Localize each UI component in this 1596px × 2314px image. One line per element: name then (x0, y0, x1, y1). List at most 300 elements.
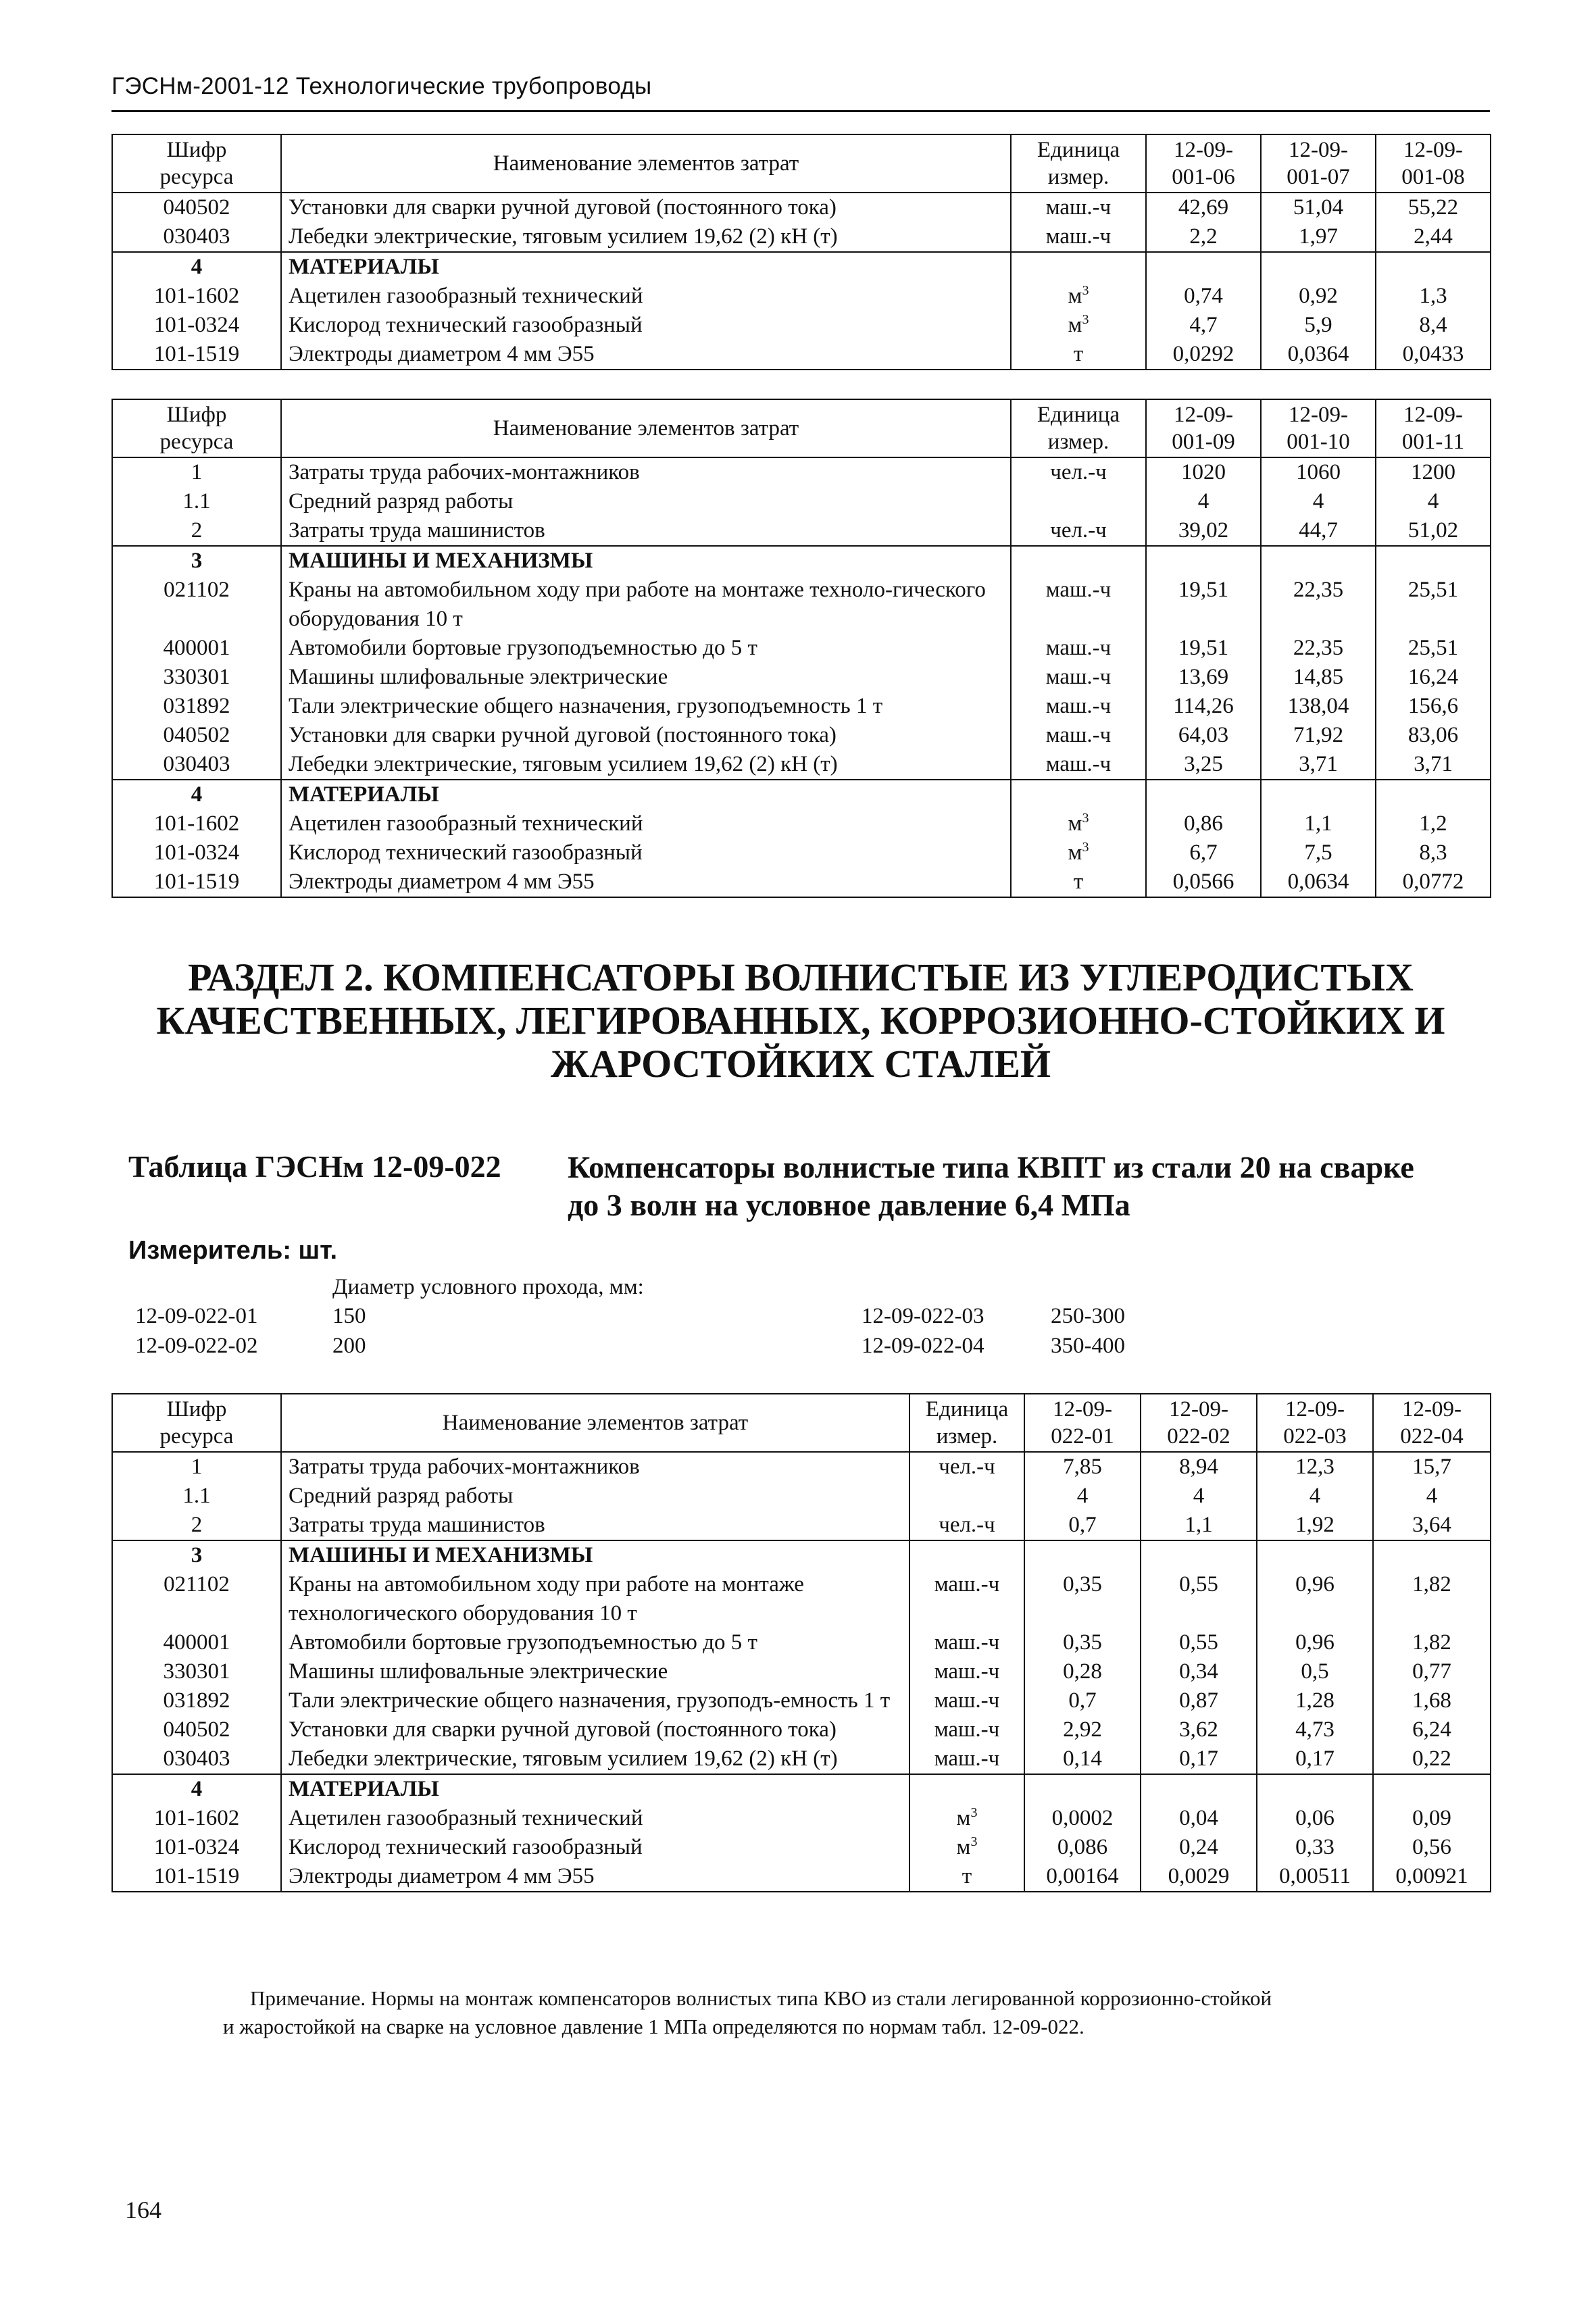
cell-value (1146, 780, 1261, 809)
cell-unit (909, 1862, 1024, 1892)
cell-unit (909, 1511, 1024, 1540)
cell-value (1257, 1774, 1373, 1804)
cell-unit (1011, 634, 1146, 663)
table-row (112, 692, 1491, 721)
cell-value: 44,7 (1261, 516, 1376, 546)
cell-name: Автомобили бортовые грузоподъемностью до 5 т (281, 1628, 909, 1657)
cell-value: 3,25 (1146, 750, 1261, 780)
cell-unit (1011, 780, 1146, 809)
cell-value: 39,02 (1146, 516, 1261, 546)
header-col-1: 12-09- 022-01 (1024, 1394, 1141, 1452)
cell-value: 0,96 (1257, 1570, 1373, 1628)
cell-value: 1,3 (1376, 282, 1491, 311)
unit-text: м (1068, 313, 1082, 337)
cell-value: 1,82 (1373, 1570, 1491, 1628)
table-row (112, 1452, 1491, 1482)
cell-value: 0,00511 (1257, 1862, 1373, 1892)
header-col-3: 12-09- 001-08 (1376, 134, 1491, 193)
cell-code: 330301 (112, 1657, 281, 1686)
section-row (112, 1774, 1491, 1804)
cell-name: Установки для сварки ручной дуговой (постоянного тока) (281, 1715, 909, 1744)
cell-value: 0,28 (1024, 1657, 1141, 1686)
table-row (112, 1833, 1491, 1862)
cell-value: 0,74 (1146, 282, 1261, 311)
cell-value: 3,71 (1376, 750, 1491, 780)
cell-value: 0,0634 (1261, 867, 1376, 897)
cell-unit (909, 1452, 1024, 1482)
cell-name: Лебедки электрические, тяговым усилием 19,62 (2) кН (т) (281, 750, 1011, 780)
unit-text: м (1068, 840, 1082, 865)
cell-value: 1020 (1146, 457, 1261, 487)
cell-unit (1011, 193, 1146, 222)
cell-code: 1.1 (112, 1482, 281, 1511)
norms-table-001-06-08 (111, 134, 1491, 370)
cell-value: 16,24 (1376, 663, 1491, 692)
cell-code: 1 (112, 1452, 281, 1482)
unit-text: маш.-ч (1045, 578, 1112, 602)
cell-value: 1060 (1261, 457, 1376, 487)
diameter-code: 12-09-022-04 (862, 1334, 984, 1358)
cell-value (1261, 780, 1376, 809)
cell-code: 101-1602 (112, 809, 281, 838)
cell-value: 7,5 (1261, 838, 1376, 867)
cell-unit (1011, 576, 1146, 634)
header-col-2: 12-09- 022-02 (1141, 1394, 1257, 1452)
cell-value: 0,00164 (1024, 1862, 1141, 1892)
table-row (112, 1657, 1491, 1686)
cell-value (1257, 1540, 1373, 1570)
cell-unit (1011, 457, 1146, 487)
header-col-1: 12-09- 001-06 (1146, 134, 1261, 193)
cell-code: 101-1519 (112, 340, 281, 370)
cell-code: 3 (112, 1540, 281, 1570)
unit-text: м (1068, 284, 1082, 308)
cell-code: 400001 (112, 1628, 281, 1657)
header-col-3: 12-09- 001-11 (1376, 399, 1491, 457)
header-name: Наименование элементов затрат (281, 399, 1011, 457)
section-row (112, 546, 1491, 576)
header-code: Шифр ресурса (112, 399, 281, 457)
table-caption-text: Компенсаторы волнистые типа КВПТ из стали 20 на сварке до 3 волн на условное давление 6,4 МПа (568, 1150, 1414, 1222)
cell-name: МАТЕРИАЛЫ (281, 252, 1011, 282)
diameter-value: 200 (332, 1334, 366, 1358)
cell-unit (1011, 867, 1146, 897)
cell-unit (909, 1774, 1024, 1804)
cell-value: 0,06 (1257, 1804, 1373, 1833)
cell-value: 64,03 (1146, 721, 1261, 750)
cell-unit (1011, 721, 1146, 750)
cell-code: 021102 (112, 1570, 281, 1628)
cell-name: Краны на автомобильном ходу при работе на монтаже техноло-гического оборудования 10 т (281, 576, 1011, 634)
cell-code: 101-1519 (112, 867, 281, 897)
cell-name: МАШИНЫ И МЕХАНИЗМЫ (281, 1540, 909, 1570)
cell-value: 0,35 (1024, 1570, 1141, 1628)
cell-value: 0,00921 (1373, 1862, 1491, 1892)
header-col-2: 12-09- 001-07 (1261, 134, 1376, 193)
header-col-1: 12-09- 001-09 (1146, 399, 1261, 457)
cell-code: 2 (112, 1511, 281, 1540)
cell-code: 101-0324 (112, 838, 281, 867)
unit-text: маш.-ч (934, 1746, 1000, 1771)
cell-name: Электроды диаметром 4 мм Э55 (281, 1862, 909, 1892)
header-unit: Единица измер. (1011, 399, 1146, 457)
cell-value: 8,3 (1376, 838, 1491, 867)
cell-name: Кислород технический газообразный (281, 1833, 909, 1862)
cell-name: Тали электрические общего назначения, грузоподъемность 1 т (281, 692, 1011, 721)
cell-name: Лебедки электрические, тяговым усилием 19,62 (2) кН (т) (281, 222, 1011, 252)
cell-value: 0,55 (1141, 1570, 1257, 1628)
cell-value (1146, 252, 1261, 282)
table-row (112, 193, 1491, 222)
table-row (112, 750, 1491, 780)
cell-value: 0,86 (1146, 809, 1261, 838)
cell-value: 25,51 (1376, 634, 1491, 663)
unit-superscript: 3 (970, 1834, 978, 1849)
cell-name: Машины шлифовальные электрические (281, 663, 1011, 692)
cell-unit (909, 1686, 1024, 1715)
cell-value: 1,68 (1373, 1686, 1491, 1715)
cell-value: 0,33 (1257, 1833, 1373, 1862)
cell-value: 0,24 (1141, 1833, 1257, 1862)
cell-value (1146, 546, 1261, 576)
cell-name: МАТЕРИАЛЫ (281, 780, 1011, 809)
table-row (112, 1570, 1491, 1628)
unit-text: т (1073, 870, 1084, 894)
diameter-value: 250-300 (1051, 1304, 1125, 1328)
cell-value: 42,69 (1146, 193, 1261, 222)
header-col-2: 12-09- 001-10 (1261, 399, 1376, 457)
cell-value: 4,7 (1146, 311, 1261, 340)
cell-code: 101-1602 (112, 282, 281, 311)
cell-unit (909, 1540, 1024, 1570)
table-row (112, 222, 1491, 252)
unit-text: маш.-ч (1045, 224, 1112, 249)
unit-superscript: 3 (1082, 811, 1089, 826)
cell-code: 031892 (112, 1686, 281, 1715)
cell-value: 0,17 (1257, 1744, 1373, 1774)
cell-value: 156,6 (1376, 692, 1491, 721)
cell-value: 2,44 (1376, 222, 1491, 252)
cell-name: Тали электрические общего назначения, грузоподъ-емность 1 т (281, 1686, 909, 1715)
diameter-code: 12-09-022-02 (135, 1334, 258, 1358)
cell-name: Кислород технический газообразный (281, 838, 1011, 867)
cell-value: 22,35 (1261, 576, 1376, 634)
cell-value: 19,51 (1146, 634, 1261, 663)
diameter-code: 12-09-022-03 (862, 1304, 984, 1328)
cell-value: 8,4 (1376, 311, 1491, 340)
table-row (112, 1628, 1491, 1657)
cell-value: 0,55 (1141, 1628, 1257, 1657)
diameter-value: 150 (332, 1304, 366, 1328)
cell-code: 101-0324 (112, 1833, 281, 1862)
cell-name: Ацетилен газообразный технический (281, 282, 1011, 311)
cell-unit (1011, 516, 1146, 546)
norms-table-022 (111, 1393, 1491, 1892)
cell-code: 101-1519 (112, 1862, 281, 1892)
table-row (112, 282, 1491, 311)
table-row (112, 1715, 1491, 1744)
cell-code: 4 (112, 780, 281, 809)
cell-value (1261, 252, 1376, 282)
cell-unit (909, 1744, 1024, 1774)
unit-text: маш.-ч (1045, 665, 1112, 689)
cell-unit (1011, 340, 1146, 370)
table-row (112, 1804, 1491, 1833)
section-row (112, 1540, 1491, 1570)
cell-name: Установки для сварки ручной дуговой (постоянного тока) (281, 193, 1011, 222)
cell-unit (1011, 838, 1146, 867)
cell-code: 040502 (112, 721, 281, 750)
cell-name: Затраты труда машинистов (281, 1511, 909, 1540)
section-row (112, 252, 1491, 282)
cell-code: 4 (112, 1774, 281, 1804)
cell-code: 021102 (112, 576, 281, 634)
cell-value: 0,14 (1024, 1744, 1141, 1774)
cell-unit (909, 1657, 1024, 1686)
cell-unit (909, 1715, 1024, 1744)
cell-value: 0,0433 (1376, 340, 1491, 370)
cell-value: 1,97 (1261, 222, 1376, 252)
unit-text: маш.-ч (934, 1717, 1000, 1742)
unit-text: чел.-ч (939, 1455, 995, 1479)
cell-name: Электроды диаметром 4 мм Э55 (281, 340, 1011, 370)
cell-value: 2,2 (1146, 222, 1261, 252)
cell-name: Машины шлифовальные электрические (281, 1657, 909, 1686)
cell-value: 55,22 (1376, 193, 1491, 222)
cell-value: 1200 (1376, 457, 1491, 487)
diameter-title: Диаметр условного прохода, мм: (332, 1275, 644, 1299)
table-row (112, 516, 1491, 546)
cell-code: 030403 (112, 750, 281, 780)
diameter-value: 350-400 (1051, 1334, 1125, 1358)
cell-value: 0,0364 (1261, 340, 1376, 370)
cell-value: 4 (1376, 487, 1491, 516)
unit-text: т (962, 1864, 972, 1888)
meter-label: Измеритель: шт. (128, 1236, 338, 1265)
cell-name: МАТЕРИАЛЫ (281, 1774, 909, 1804)
unit-text: маш.-ч (1045, 752, 1112, 776)
page-number: 164 (125, 2196, 161, 2223)
table-header-row (112, 134, 1491, 193)
table-caption-label: Таблица ГЭСНм 12-09-022 (128, 1149, 501, 1184)
cell-name: Лебедки электрические, тяговым усилием 19,62 (2) кН (т) (281, 1744, 909, 1774)
table-row (112, 1482, 1491, 1511)
cell-code: 101-0324 (112, 311, 281, 340)
cell-name: Затраты труда машинистов (281, 516, 1011, 546)
cell-value (1024, 1540, 1141, 1570)
header-rule (111, 110, 1490, 112)
cell-name: Средний разряд работы (281, 1482, 909, 1511)
cell-value: 0,086 (1024, 1833, 1141, 1862)
unit-text: маш.-ч (1045, 195, 1112, 220)
cell-value: 0,56 (1373, 1833, 1491, 1862)
cell-value: 6,7 (1146, 838, 1261, 867)
unit-superscript: 3 (1082, 840, 1089, 855)
unit-text: маш.-ч (934, 1572, 1000, 1596)
cell-value: 0,7 (1024, 1686, 1141, 1715)
cell-unit (1011, 546, 1146, 576)
cell-unit (1011, 809, 1146, 838)
table-row (112, 340, 1491, 370)
cell-value: 0,04 (1141, 1804, 1257, 1833)
cell-value: 0,0029 (1141, 1862, 1257, 1892)
cell-value: 22,35 (1261, 634, 1376, 663)
cell-unit (1011, 663, 1146, 692)
cell-value: 8,94 (1141, 1452, 1257, 1482)
table-row (112, 1744, 1491, 1774)
cell-value (1376, 546, 1491, 576)
table-header-row (112, 399, 1491, 457)
cell-unit (909, 1482, 1024, 1511)
cell-value: 0,34 (1141, 1657, 1257, 1686)
cell-name: Электроды диаметром 4 мм Э55 (281, 867, 1011, 897)
table-row (112, 838, 1491, 867)
cell-name: Средний разряд работы (281, 487, 1011, 516)
cell-value: 0,22 (1373, 1744, 1491, 1774)
cell-unit (1011, 282, 1146, 311)
unit-text: м (956, 1806, 971, 1830)
cell-name: Установки для сварки ручной дуговой (постоянного тока) (281, 721, 1011, 750)
cell-value: 1,82 (1373, 1628, 1491, 1657)
cell-value: 71,92 (1261, 721, 1376, 750)
cell-code: 3 (112, 546, 281, 576)
cell-name: Автомобили бортовые грузоподъемностью до 5 т (281, 634, 1011, 663)
unit-text: т (1073, 342, 1084, 366)
cell-value (1024, 1774, 1141, 1804)
cell-value: 0,35 (1024, 1628, 1141, 1657)
cell-value: 0,0772 (1376, 867, 1491, 897)
unit-text: маш.-ч (934, 1659, 1000, 1684)
cell-code: 030403 (112, 1744, 281, 1774)
unit-text: чел.-ч (939, 1513, 995, 1537)
table-row (112, 663, 1491, 692)
cell-value: 0,87 (1141, 1686, 1257, 1715)
cell-unit (909, 1833, 1024, 1862)
note-line-2: и жаростойкой на сварке на условное давление 1 МПа определяются по нормам табл. 12-09-022. (223, 2015, 1084, 2038)
cell-value (1141, 1774, 1257, 1804)
cell-value: 4,73 (1257, 1715, 1373, 1744)
norms-table-001-09-11 (111, 399, 1491, 898)
cell-value: 0,09 (1373, 1804, 1491, 1833)
cell-value: 4 (1373, 1482, 1491, 1511)
cell-name: Кислород технический газообразный (281, 311, 1011, 340)
cell-value: 0,96 (1257, 1628, 1373, 1657)
table-row (112, 1862, 1491, 1892)
cell-value: 3,64 (1373, 1511, 1491, 1540)
cell-value (1373, 1540, 1491, 1570)
cell-value: 83,06 (1376, 721, 1491, 750)
cell-value: 0,77 (1373, 1657, 1491, 1686)
table-note (223, 1984, 1493, 2041)
section-title: РАЗДЕЛ 2. КОМПЕНСАТОРЫ ВОЛНИСТЫЕ ИЗ УГЛЕРОДИСТЫХ КАЧЕСТВЕННЫХ, ЛЕГИРОВАННЫХ, КОРРОЗИОННО-СТОЙКИХ И ЖАРОСТОЙКИХ СТАЛЕЙ (156, 955, 1445, 1086)
cell-unit (1011, 750, 1146, 780)
cell-code: 1.1 (112, 487, 281, 516)
cell-value: 12,3 (1257, 1452, 1373, 1482)
cell-name: Затраты труда рабочих-монтажников (281, 457, 1011, 487)
cell-code: 030403 (112, 222, 281, 252)
cell-value: 4 (1146, 487, 1261, 516)
unit-superscript: 3 (970, 1805, 978, 1820)
cell-name: МАШИНЫ И МЕХАНИЗМЫ (281, 546, 1011, 576)
cell-unit (909, 1570, 1024, 1628)
header-name: Наименование элементов затрат (281, 134, 1011, 193)
cell-code: 2 (112, 516, 281, 546)
cell-value (1261, 546, 1376, 576)
cell-value: 25,51 (1376, 576, 1491, 634)
cell-value: 1,2 (1376, 809, 1491, 838)
unit-text: м (956, 1835, 971, 1859)
unit-text: м (1068, 811, 1082, 836)
cell-value: 0,7 (1024, 1511, 1141, 1540)
unit-superscript: 3 (1082, 312, 1089, 327)
cell-value: 19,51 (1146, 576, 1261, 634)
cell-code: 400001 (112, 634, 281, 663)
cell-value: 14,85 (1261, 663, 1376, 692)
table-row (112, 867, 1491, 897)
cell-unit (1011, 252, 1146, 282)
header-name: Наименование элементов затрат (281, 1394, 909, 1452)
unit-text: чел.-ч (1050, 518, 1107, 543)
cell-code: 4 (112, 252, 281, 282)
table-row (112, 809, 1491, 838)
cell-name: Краны на автомобильном ходу при работе на монтаже технологического оборудования 10 т (281, 1570, 909, 1628)
table-row (112, 487, 1491, 516)
cell-value: 7,85 (1024, 1452, 1141, 1482)
cell-value: 3,62 (1141, 1715, 1257, 1744)
cell-code: 031892 (112, 692, 281, 721)
unit-text: маш.-ч (934, 1630, 1000, 1655)
cell-value: 15,7 (1373, 1452, 1491, 1482)
cell-code: 330301 (112, 663, 281, 692)
cell-value: 4 (1141, 1482, 1257, 1511)
table-row (112, 634, 1491, 663)
cell-unit (1011, 692, 1146, 721)
cell-name: Затраты труда рабочих-монтажников (281, 1452, 909, 1482)
unit-superscript: 3 (1082, 283, 1089, 298)
cell-value (1376, 780, 1491, 809)
cell-value: 114,26 (1146, 692, 1261, 721)
header-col-3: 12-09- 022-03 (1257, 1394, 1373, 1452)
table-row (112, 457, 1491, 487)
cell-value: 0,0002 (1024, 1804, 1141, 1833)
cell-value: 4 (1261, 487, 1376, 516)
running-head: ГЭСНм-2001-12 Технологические трубопроводы (111, 73, 652, 99)
cell-value: 3,71 (1261, 750, 1376, 780)
cell-value: 51,02 (1376, 516, 1491, 546)
cell-value: 0,0292 (1146, 340, 1261, 370)
table-row (112, 1686, 1491, 1715)
cell-value: 0,92 (1261, 282, 1376, 311)
cell-unit (1011, 487, 1146, 516)
header-unit: Единица измер. (909, 1394, 1024, 1452)
table-row (112, 1511, 1491, 1540)
cell-unit (909, 1804, 1024, 1833)
table-row (112, 721, 1491, 750)
table-row (112, 311, 1491, 340)
unit-text: маш.-ч (1045, 694, 1112, 718)
cell-unit (1011, 311, 1146, 340)
cell-value (1376, 252, 1491, 282)
cell-code: 101-1602 (112, 1804, 281, 1833)
note-line-1: Примечание. Нормы на монтаж компенсаторов волнистых типа КВО из стали легированной коррозионно-стойкой (250, 1986, 1272, 2010)
cell-value: 1,1 (1261, 809, 1376, 838)
cell-value: 1,92 (1257, 1511, 1373, 1540)
cell-name: Ацетилен газообразный технический (281, 1804, 909, 1833)
header-code: Шифр ресурса (112, 134, 281, 193)
cell-value: 6,24 (1373, 1715, 1491, 1744)
header-unit: Единица измер. (1011, 134, 1146, 193)
cell-value: 13,69 (1146, 663, 1261, 692)
